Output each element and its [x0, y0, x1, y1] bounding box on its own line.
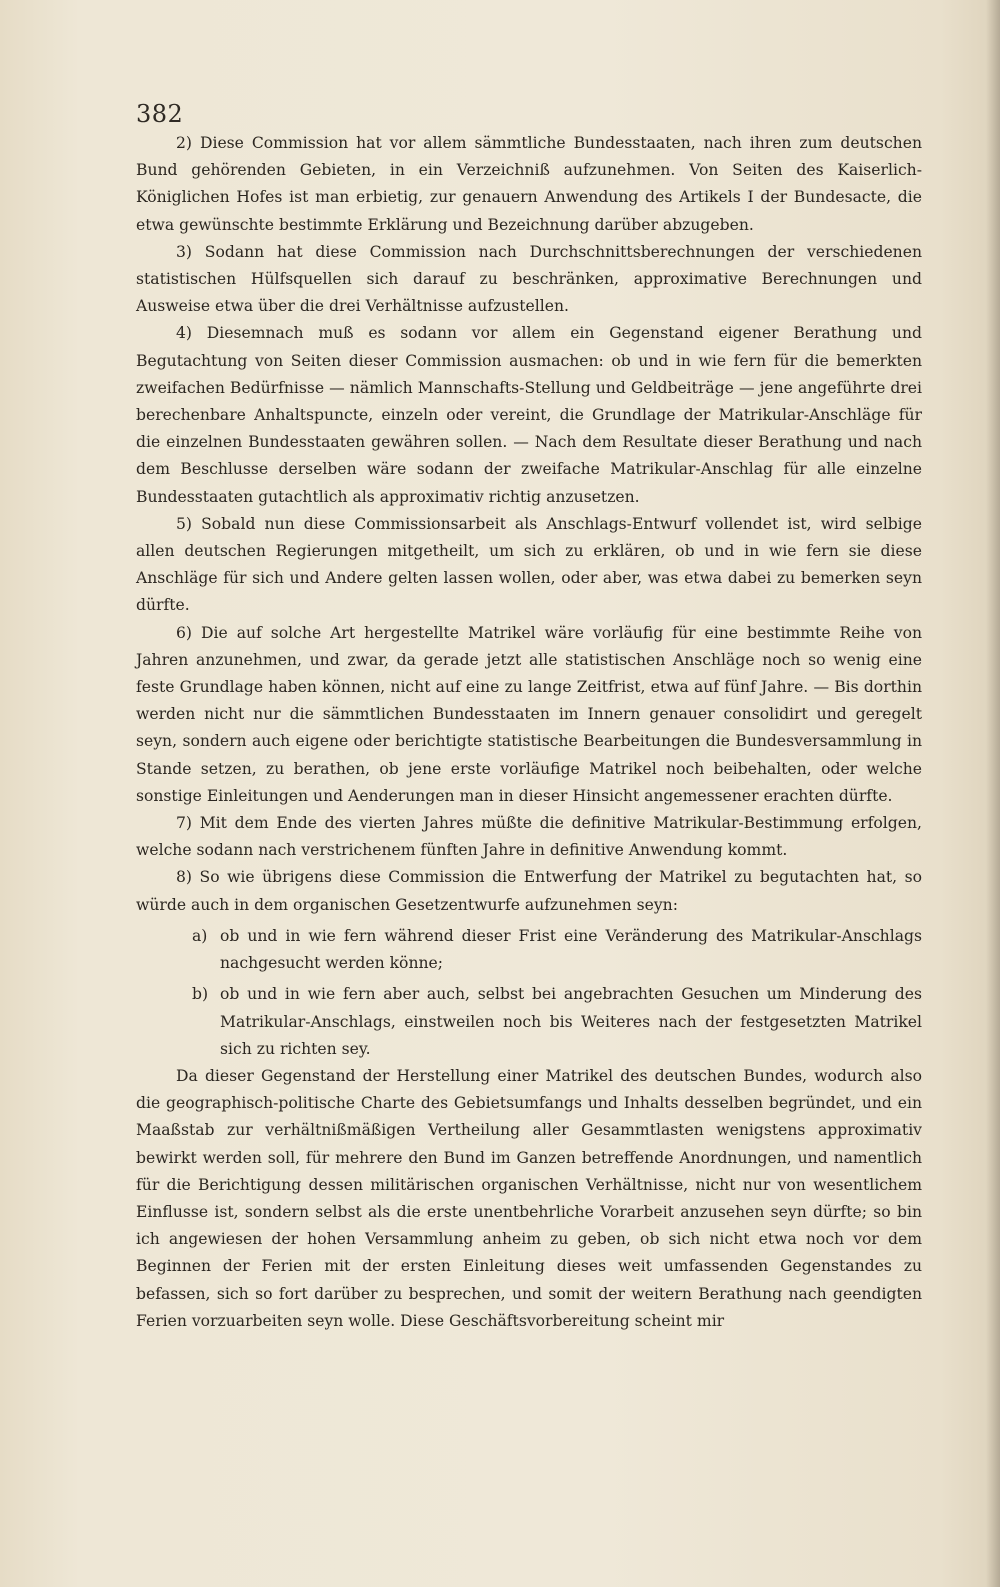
sub-item-b-label: b) — [192, 985, 209, 1004]
sub-item-a-label: a) — [192, 926, 208, 945]
sub-item-b-text: ob und in wie fern aber auch, selbst bei angebrachten Gesuchen um Minderung des Matrikular-Anschlags, einstweilen noch bis Weiteres nach der festgesetzten Matrikel sich zu richten sey. — [220, 985, 922, 1058]
paragraph-2: 2) Diese Commission hat vor allem sämmtliche Bundesstaaten, nach ihren zum deutschen Bund gehörenden Gebieten, in ein Verzeichniß aufzunehmen. Von Seiten des Kaiserlich-Königlichen Hofes ist man erbietig, zur genauern Anwendung des Artikels I der Bundesacte, die etwa gewünschte bestimmte Erklärung und Bezeichnung darüber abzugeben. — [136, 134, 922, 234]
paragraph-closing: Da dieser Gegenstand der Herstellung einer Matrikel des deutschen Bundes, wodurch also die geographisch-politische Charte des Gebietsumfangs und Inhalts desselben begründet, und ein Maaßstab zur verhältnißmäßigen Vertheilung aller Gesammtlasten wenigstens approximativ bewirkt werden soll, für mehrere den Bund im Ganzen betreffende Anordnungen, und namentlich für die Berichtigung dessen militärischen organischen Verhältnisse, nicht nur von wesentlichem Einflusse ist, sondern selbst als die erste unentbehrliche Vorarbeit anzusehen seyn dürfte; so bin ich angewiesen der hohen Versammlung anheim zu geben, ob sich nicht etwa noch vor dem Beginnen der Ferien mit der ersten Einleitung dieses weit umfassenden Gegenstandes zu befassen, sich so fort darüber zu besprechen, und somit der weitern Berathung nach geendigten Ferien vorzuarbeiten seyn wolle. Diese Geschäftsvorbereitung scheint mir — [136, 1066, 922, 1330]
paragraph-7: 7) Mit dem Ende des vierten Jahres müßte die definitive Matrikular-Bestimmung erfolgen, welche sodann nach verstrichenem fünften Jahre in definitive Anwendung kommt. — [136, 814, 922, 860]
paragraph-5: 5) Sobald nun diese Commissionsarbeit als Anschlags-Entwurf vollendet ist, wird selbige allen deutschen Regierungen mitgetheilt, um sich zu erklären, ob und in wie fern sie diese Anschläge für sich und Andere gelten lassen wollen, oder aber, was etwa dabei zu bemerken seyn dürfte. — [136, 514, 922, 615]
sub-item-a — [136, 923, 922, 977]
page-edge-shadow — [986, 0, 1000, 1587]
paragraph-8: 8) So wie übrigens diese Commission die Entwerfung der Matrikel zu begutachten hat, so würde auch in dem organischen Gesetzentwurfe aufzunehmen seyn: — [136, 868, 922, 914]
sub-item-b — [136, 981, 922, 1063]
sub-item-a-text: ob und in wie fern während dieser Frist eine Veränderung des Matrikular-Anschlags nachgesucht werden könne; — [220, 926, 922, 973]
paragraph-3: 3) Sodann hat diese Commission nach Durchschnittsberechnungen der verschiedenen statistischen Hülfsquellen sich darauf zu beschränken, approximative Berechnungen und Ausweise etwa über die drei Verhältnisse aufzustellen. — [136, 242, 922, 316]
paragraph-6: 6) Die auf solche Art hergestellte Matrikel wäre vorläufig für eine bestimmte Reihe von Jahren anzunehmen, und zwar, da gerade jetzt alle statistischen Anschläge noch so wenig eine feste Grundlage haben können, nicht auf eine zu lange Zeitfrist, etwa auf fünf Jahre. — Bis dorthin werden nicht nur die sämmtlichen Bundesstaaten im Innern genauer consolidirt und geregelt seyn, sondern auch eigene oder berichtigte statistische Bearbeitungen die Bundesversammlung in Stande setzen, zu berathen, ob jene erste vorläufige Matrikel noch beibehalten, oder welche sonstige Einleitungen und Aenderungen man in dieser Hinsicht angemessener erachten dürfte. — [136, 623, 922, 805]
page-number: 382 — [136, 100, 184, 128]
page-body — [136, 130, 922, 1335]
paragraph-4: 4) Diesemnach muß es sodann vor allem ein Gegenstand eigener Berathung und Begutachtung von Seiten dieser Commission ausmachen: ob und in wie fern für die bemerkten zweifachen Bedürfnisse — nämlich Mannschafts-Stellung und Geldbeiträge — jene angeführte drei berechenbare Anhaltspuncte, einzeln oder vereint, die Grundlage der Matrikular-Anschläge für die einzelnen Bundesstaaten gewähren sollen. — Nach dem Resultate dieser Berathung und nach dem Beschlusse derselben wäre sodann der zweifache Matrikular-Anschlag für alle einzelne Bundesstaaten gutachtlich als approximativ richtig anzusetzen. — [136, 324, 922, 506]
